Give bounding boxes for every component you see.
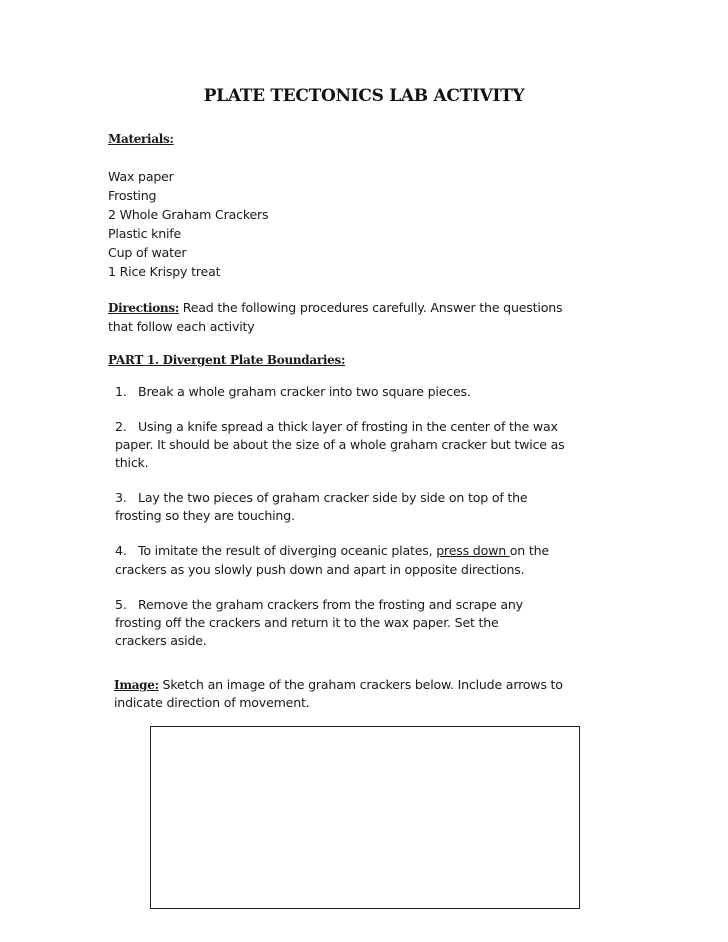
- directions-line: [108, 299, 562, 317]
- step-2: 2. Using a knife spread a thick layer of frosting in the center of the wax: [115, 419, 558, 434]
- step-3: frosting so they are touching.: [115, 508, 295, 523]
- image-prompt-text: Sketch an image of the graham crackers below. Include arrows to: [158, 677, 563, 692]
- material-item: Plastic knife: [108, 226, 182, 241]
- step-4: crackers as you slowly push down and apart in opposite directions.: [115, 562, 525, 577]
- material-item: Wax paper: [108, 169, 174, 184]
- step-1: 1. Break a whole graham cracker into two square pieces.: [115, 384, 471, 399]
- image-heading: Image:: [114, 678, 159, 692]
- sketch-box[interactable]: [150, 726, 580, 909]
- step-4-text: on the: [509, 543, 549, 558]
- image-prompt-line: [114, 676, 563, 694]
- step-4: [115, 542, 549, 560]
- directions-text: that follow each activity: [108, 319, 255, 334]
- step-3: 3. Lay the two pieces of graham cracker side by side on top of the: [115, 490, 528, 505]
- material-item: 2 Whole Graham Crackers: [108, 207, 269, 222]
- step-4-text: 4. To imitate the result of diverging oceanic plates,: [115, 543, 437, 558]
- directions-heading: Directions:: [108, 301, 179, 315]
- part1-heading: PART 1. Divergent Plate Boundaries:: [108, 353, 346, 367]
- material-item: 1 Rice Krispy treat: [108, 264, 221, 279]
- step-2: thick.: [115, 455, 149, 470]
- step-4-emphasis: press down: [436, 543, 510, 558]
- material-item: Cup of water: [108, 245, 187, 260]
- page-title: PLATE TECTONICS LAB ACTIVITY: [203, 86, 525, 106]
- directions-text: Read the following procedures carefully. Answer the questions: [178, 300, 563, 315]
- step-5: frosting off the crackers and return it to the wax paper. Set the: [115, 615, 499, 630]
- materials-heading: Materials:: [108, 132, 174, 146]
- image-prompt-text: indicate direction of movement.: [114, 695, 310, 710]
- step-5: 5. Remove the graham crackers from the frosting and scrape any: [115, 597, 523, 612]
- step-5: crackers aside.: [115, 633, 207, 648]
- material-item: Frosting: [108, 188, 157, 203]
- step-2: paper. It should be about the size of a whole graham cracker but twice as: [115, 437, 565, 452]
